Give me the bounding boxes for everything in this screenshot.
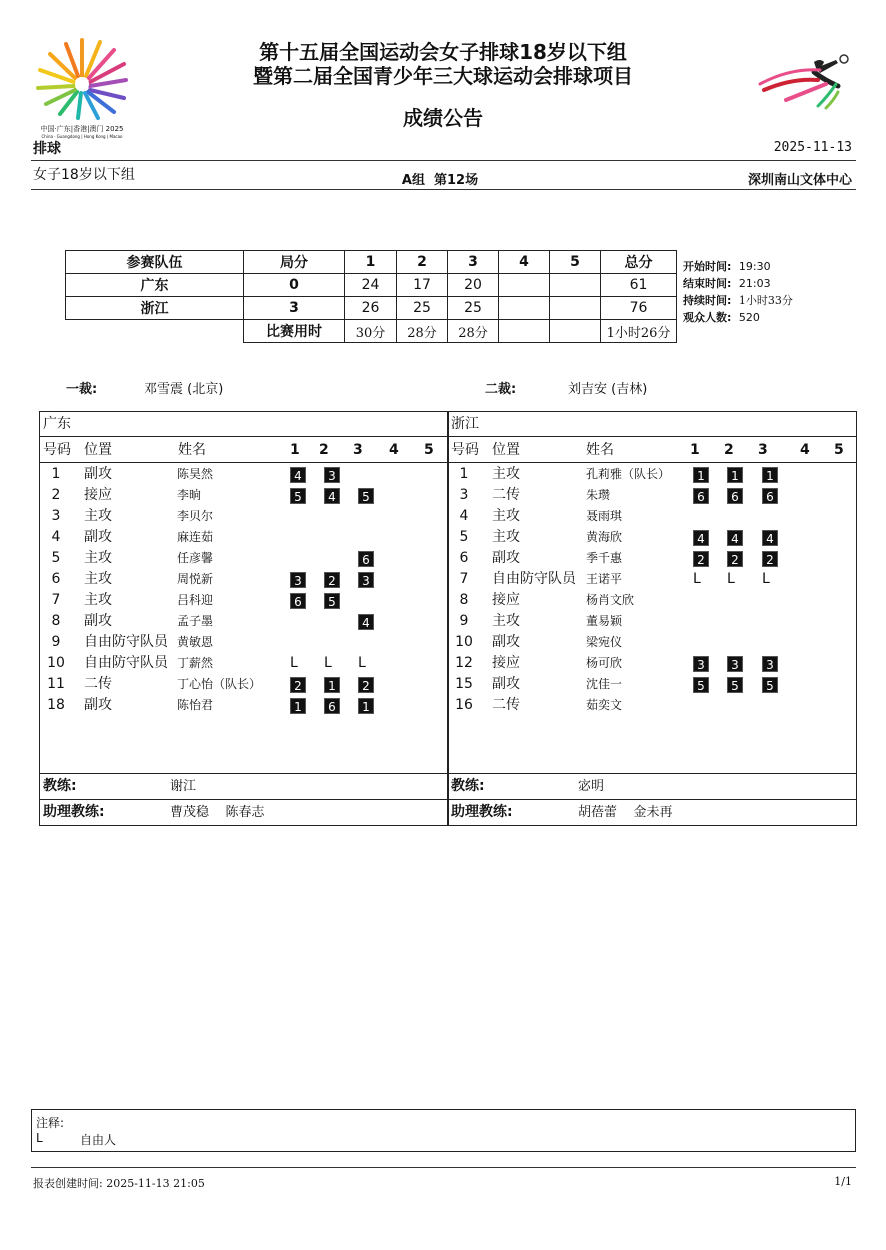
player-name: 孔莉雅（队长） — [586, 467, 671, 481]
player-position: 副攻 — [492, 634, 520, 650]
player-name: 陈昊然 — [177, 467, 214, 481]
player-number: 12 — [455, 655, 473, 671]
starting-position-box: 6 — [358, 551, 374, 567]
title-line-2: 暨第二届全国青少年三大球运动会排球项目 — [253, 64, 633, 88]
starting-position-box: 1 — [727, 467, 743, 483]
starting-position-box: 4 — [358, 614, 374, 630]
starting-position-box: 2 — [290, 677, 306, 693]
page-number: 1/1 — [834, 1175, 852, 1188]
set-duration: 28分 — [397, 320, 448, 343]
player-position: 接应 — [492, 592, 520, 608]
starting-position-box: 5 — [290, 488, 306, 504]
set-duration — [499, 320, 550, 343]
set-score — [550, 297, 601, 320]
player-row — [40, 674, 448, 695]
starting-position-box: 3 — [727, 656, 743, 672]
player-row — [448, 590, 856, 611]
player-name: 聂雨琪 — [586, 509, 623, 523]
player-name: 麻连茹 — [177, 530, 214, 544]
set-score: 26 — [345, 297, 397, 320]
starting-position-box: 4 — [762, 530, 778, 546]
player-row — [40, 527, 448, 548]
player-number: 4 — [51, 529, 61, 545]
header-set-4: 4 — [389, 442, 399, 458]
player-position: 二传 — [84, 676, 112, 692]
player-name: 董易颖 — [586, 614, 623, 628]
second-referee-label: 二裁: — [485, 382, 517, 397]
header-name: 姓名 — [178, 442, 206, 458]
player-number: 10 — [455, 634, 473, 650]
starting-position-box: 2 — [693, 551, 709, 567]
player-row — [40, 695, 448, 716]
libero-marker: L — [358, 655, 366, 671]
player-position: 二传 — [492, 487, 520, 503]
starting-position-box: 2 — [727, 551, 743, 567]
player-row — [448, 569, 856, 590]
player-position: 接应 — [492, 655, 520, 671]
duration-value: 1小时33分 — [738, 294, 793, 307]
col-header-total: 总分 — [601, 251, 677, 274]
venue-label: 深圳南山文体中心 — [747, 173, 852, 188]
total-score: 76 — [601, 297, 677, 320]
starting-position-box: 2 — [324, 572, 340, 588]
player-row — [448, 506, 856, 527]
start-time-label: 开始时间: — [683, 260, 732, 273]
starting-position-box: 5 — [762, 677, 778, 693]
end-time-label: 结束时间: — [683, 277, 732, 290]
total-score: 61 — [601, 274, 677, 297]
header-set-2: 2 — [724, 442, 734, 458]
set-score: 25 — [397, 297, 448, 320]
header-set-5: 5 — [424, 442, 434, 458]
player-number: 5 — [51, 550, 61, 566]
notes-box — [31, 1109, 856, 1152]
player-name: 陈怡君 — [177, 698, 214, 712]
player-row — [448, 653, 856, 674]
player-row — [448, 632, 856, 653]
player-name: 黄海欣 — [586, 530, 623, 544]
starting-position-box: 3 — [324, 467, 340, 483]
notes-symbol: L — [36, 1131, 43, 1145]
coach-name: 谢江 — [170, 779, 197, 794]
logo-subtext: China · Guangdong | Hong Kong | Macao — [41, 134, 123, 139]
header-number: 号码 — [43, 442, 71, 458]
coach-row — [448, 773, 856, 799]
duration-label: 持续时间: — [683, 294, 732, 307]
start-time: 19:30 — [738, 260, 771, 273]
libero-marker: L — [762, 571, 770, 587]
player-position: 主攻 — [84, 592, 112, 608]
player-name: 周悦新 — [177, 572, 214, 586]
libero-marker: L — [324, 655, 332, 671]
player-number: 6 — [51, 571, 61, 587]
player-position: 二传 — [492, 697, 520, 713]
player-row — [448, 485, 856, 506]
header-set-1: 1 — [290, 442, 300, 458]
roster-column-headers — [40, 438, 448, 463]
player-name: 孟子墨 — [177, 614, 214, 628]
player-number: 8 — [459, 592, 469, 608]
player-position: 副攻 — [492, 550, 520, 566]
end-time: 21:03 — [738, 277, 771, 290]
player-name: 茹奕文 — [586, 698, 623, 712]
player-row — [40, 485, 448, 506]
player-number: 16 — [455, 697, 473, 713]
player-position: 副攻 — [84, 613, 112, 629]
col-header-team: 参赛队伍 — [66, 251, 244, 274]
set-score — [499, 297, 550, 320]
set-score — [550, 274, 601, 297]
player-position: 副攻 — [84, 697, 112, 713]
match-info — [683, 258, 793, 326]
player-name: 梁宛仪 — [586, 635, 623, 649]
header-set-1: 1 — [690, 442, 700, 458]
sport-label: 排球 — [33, 141, 61, 157]
player-name: 丁薪然 — [177, 656, 214, 670]
starting-position-box: 4 — [727, 530, 743, 546]
logo-text: 中国·广东|香港|澳门 2025 — [40, 125, 124, 133]
player-name: 季千惠 — [586, 551, 623, 565]
starting-position-box: 6 — [693, 488, 709, 504]
starting-position-box: 1 — [324, 677, 340, 693]
player-number: 7 — [51, 592, 61, 608]
player-row — [40, 653, 448, 674]
player-row — [448, 695, 856, 716]
starting-position-box: 1 — [762, 467, 778, 483]
assistant-coach-row — [40, 799, 448, 825]
score-row-team-1 — [66, 274, 677, 297]
starting-position-box: 3 — [358, 572, 374, 588]
starting-position-box: 2 — [358, 677, 374, 693]
audience-label: 观众人数: — [683, 311, 732, 324]
roster-column-headers — [448, 438, 856, 463]
player-row — [40, 464, 448, 485]
set-score — [499, 274, 550, 297]
starting-position-box: 1 — [290, 698, 306, 714]
player-name: 黄敏恩 — [177, 635, 214, 649]
player-position: 副攻 — [84, 466, 112, 482]
player-name: 朱瓒 — [586, 488, 611, 502]
starting-position-box: 3 — [693, 656, 709, 672]
player-row — [448, 611, 856, 632]
player-position: 主攻 — [84, 550, 112, 566]
assistant-coach-row — [448, 799, 856, 825]
col-header-set3: 3 — [448, 251, 499, 274]
assistant-coach-names: 曹茂稳 陈春志 — [170, 805, 265, 820]
player-position: 副攻 — [84, 529, 112, 545]
player-row — [40, 548, 448, 569]
player-row — [40, 611, 448, 632]
duration-row — [66, 320, 677, 343]
duration-label: 比赛用时 — [244, 320, 345, 343]
player-name: 沈佳一 — [586, 677, 623, 691]
player-list — [40, 464, 448, 716]
player-row — [40, 506, 448, 527]
starting-position-box: 6 — [762, 488, 778, 504]
set-duration: 28分 — [448, 320, 499, 343]
player-name: 杨肖文欣 — [586, 593, 635, 607]
total-duration: 1小时26分 — [601, 320, 677, 343]
starting-position-box: 6 — [324, 698, 340, 714]
starting-position-box: 3 — [762, 656, 778, 672]
notes-label: 注释: — [36, 1116, 65, 1130]
assistant-coach-label: 助理教练: — [43, 804, 105, 820]
player-row — [448, 548, 856, 569]
libero-marker: L — [290, 655, 298, 671]
player-row — [448, 464, 856, 485]
player-list — [448, 464, 856, 716]
player-number: 15 — [455, 676, 473, 692]
libero-marker: L — [727, 571, 735, 587]
set-duration — [550, 320, 601, 343]
coach-label: 教练: — [451, 778, 485, 794]
starting-position-box: 3 — [290, 572, 306, 588]
header-set-3: 3 — [758, 442, 768, 458]
player-name: 李晌 — [177, 488, 202, 502]
set-score: 20 — [448, 274, 499, 297]
match-date: 2025-11-13 — [773, 140, 852, 155]
col-header-set1: 1 — [345, 251, 397, 274]
player-number: 3 — [51, 508, 61, 524]
player-position: 主攻 — [84, 571, 112, 587]
header-number: 号码 — [451, 442, 479, 458]
team-name: 浙江 — [66, 297, 244, 320]
player-row — [40, 590, 448, 611]
header-set-5: 5 — [834, 442, 844, 458]
player-number: 3 — [459, 487, 469, 503]
player-position: 副攻 — [492, 676, 520, 692]
roster-team-1 — [39, 411, 449, 826]
col-header-sets: 局分 — [244, 251, 345, 274]
header-position: 位置 — [84, 442, 112, 458]
player-position: 主攻 — [492, 613, 520, 629]
player-row — [40, 632, 448, 653]
header-name: 姓名 — [586, 442, 614, 458]
player-number: 9 — [51, 634, 61, 650]
player-number: 7 — [459, 571, 469, 587]
set-score: 24 — [345, 274, 397, 297]
player-name: 王诺平 — [586, 572, 623, 586]
sets-won: 0 — [244, 274, 345, 297]
coach-label: 教练: — [43, 778, 77, 794]
player-number: 4 — [459, 508, 469, 524]
set-duration: 30分 — [345, 320, 397, 343]
starting-position-box: 4 — [324, 488, 340, 504]
libero-marker: L — [693, 571, 701, 587]
player-position: 自由防守队员 — [492, 571, 576, 587]
starting-position-box: 6 — [727, 488, 743, 504]
starting-position-box: 1 — [693, 467, 709, 483]
col-header-set4: 4 — [499, 251, 550, 274]
player-position: 主攻 — [492, 508, 520, 524]
player-number: 11 — [47, 676, 65, 692]
starting-position-box: 4 — [693, 530, 709, 546]
notes-meaning: 自由人 — [80, 1133, 117, 1147]
player-row — [448, 674, 856, 695]
first-referee-label: 一裁: — [66, 382, 98, 397]
player-number: 6 — [459, 550, 469, 566]
player-name: 任彦馨 — [177, 551, 214, 565]
player-name: 杨可欣 — [586, 656, 623, 670]
player-number: 1 — [459, 466, 469, 482]
player-number: 18 — [47, 697, 65, 713]
score-table — [65, 250, 677, 343]
player-row — [40, 569, 448, 590]
starting-position-box: 5 — [358, 488, 374, 504]
player-number: 2 — [51, 487, 61, 503]
report-created-time: 报表创建时间: 2025-11-13 21:05 — [33, 1177, 205, 1190]
team-name: 广东 — [66, 274, 244, 297]
roster-team-2 — [447, 411, 857, 826]
page-subtitle: 成绩公告 — [403, 106, 483, 130]
player-name: 丁心怡（队长） — [177, 677, 262, 691]
set-score: 17 — [397, 274, 448, 297]
starting-position-box: 6 — [290, 593, 306, 609]
player-position: 主攻 — [84, 508, 112, 524]
player-name: 吕科迎 — [177, 593, 214, 607]
category-label: 女子18岁以下组 — [33, 167, 135, 183]
starting-position-box: 5 — [693, 677, 709, 693]
starting-position-box: 5 — [727, 677, 743, 693]
player-position: 自由防守队员 — [84, 634, 168, 650]
coach-row — [40, 773, 448, 799]
player-position: 接应 — [84, 487, 112, 503]
player-position: 主攻 — [492, 466, 520, 482]
starting-position-box: 2 — [762, 551, 778, 567]
col-header-set5: 5 — [550, 251, 601, 274]
player-number: 9 — [459, 613, 469, 629]
second-referee: 刘吉安 (吉林) — [568, 382, 648, 397]
coach-name: 宓明 — [578, 779, 605, 794]
player-row — [448, 527, 856, 548]
assistant-coach-label: 助理教练: — [451, 804, 513, 820]
player-position: 自由防守队员 — [84, 655, 168, 671]
first-referee: 邓雪震 (北京) — [144, 382, 224, 397]
starting-position-box: 4 — [290, 467, 306, 483]
player-number: 8 — [51, 613, 61, 629]
roster-team-name: 浙江 — [448, 412, 856, 437]
col-header-set2: 2 — [397, 251, 448, 274]
header-set-3: 3 — [353, 442, 363, 458]
group-match-label: A组 第12场 — [401, 173, 479, 188]
audience-value: 520 — [738, 311, 760, 324]
header-set-2: 2 — [319, 442, 329, 458]
player-number: 5 — [459, 529, 469, 545]
sets-won: 3 — [244, 297, 345, 320]
score-row-team-2 — [66, 297, 677, 320]
starting-position-box: 5 — [324, 593, 340, 609]
starting-position-box: 1 — [358, 698, 374, 714]
set-score: 25 — [448, 297, 499, 320]
header-set-4: 4 — [800, 442, 810, 458]
assistant-coach-names: 胡蓓蕾 金未再 — [578, 805, 673, 820]
roster-team-name: 广东 — [40, 412, 448, 437]
player-name: 李贝尔 — [177, 509, 214, 523]
title-line-1: 第十五届全国运动会女子排球18岁以下组 — [259, 40, 627, 64]
header-position: 位置 — [492, 442, 520, 458]
player-position: 主攻 — [492, 529, 520, 545]
player-number: 10 — [47, 655, 65, 671]
player-number: 1 — [51, 466, 61, 482]
